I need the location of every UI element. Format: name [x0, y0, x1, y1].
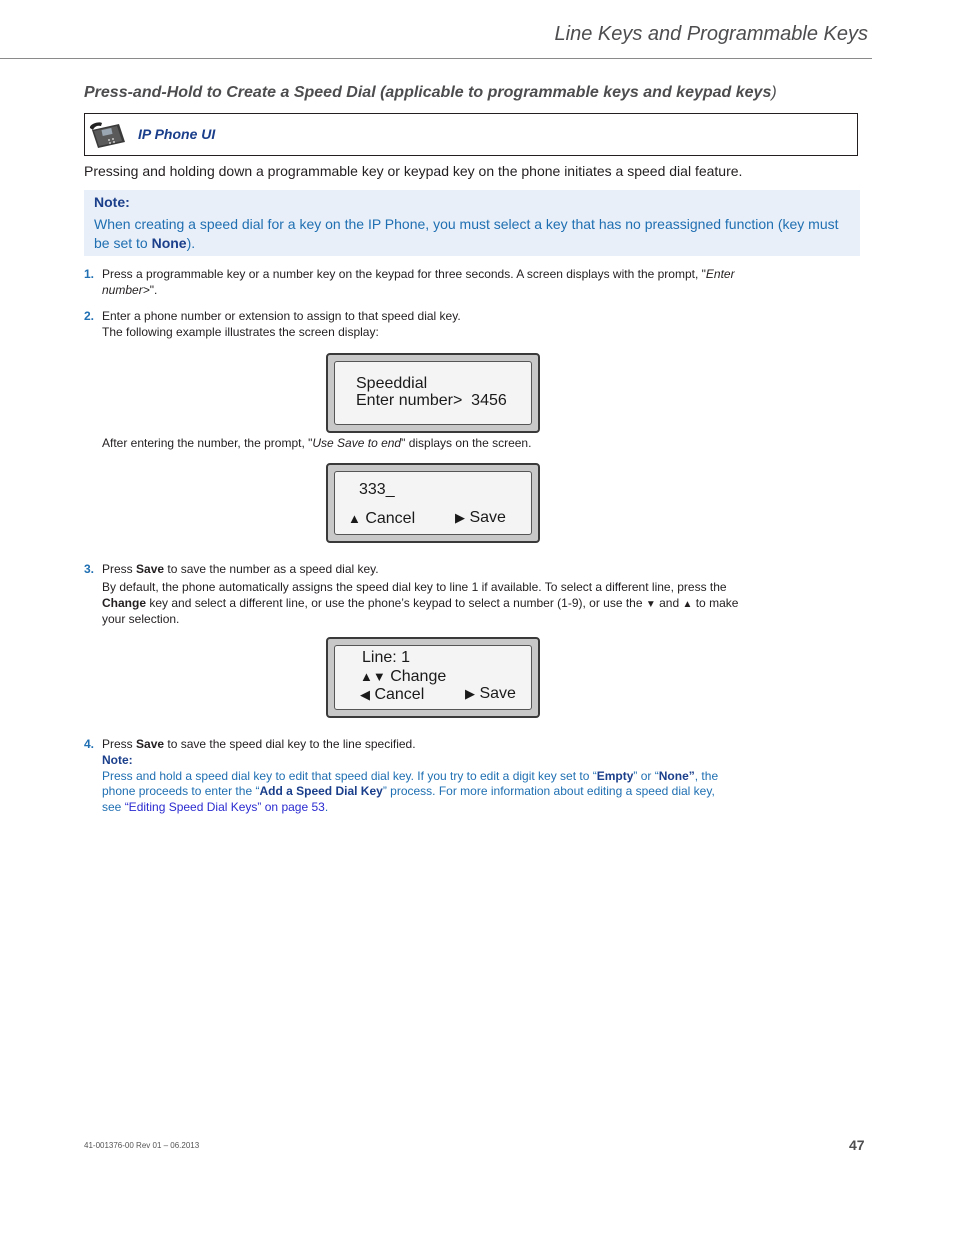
step-2-number: 2. [84, 309, 95, 323]
screen3-change-softkey [360, 668, 446, 686]
right-arrow-icon: ▶ [465, 686, 475, 701]
note2-empty-bold: Empty [596, 768, 634, 783]
step-3-and: and [655, 595, 683, 610]
step-3-para-line2-end: to make [692, 595, 739, 610]
section-title-text: Press-and-Hold to Create a Speed Dial (applicable to programmable keys and keypad keys [84, 84, 772, 101]
step-1-italic-enter: Enter [705, 267, 735, 281]
step-1-line2-end: ". [149, 282, 158, 297]
screen2-cancel-softkey [348, 510, 415, 528]
screen3-cancel-label: Cancel [374, 686, 425, 703]
screen3-line1: Line: 1 [362, 649, 411, 666]
step-1-line1: Press a programmable key or a number key on the keypad for three seconds. A screen displays with the prompt, " [102, 267, 706, 281]
step-3-change-bold: Change [102, 595, 147, 610]
step-2-after-italic: Use Save to end [312, 436, 402, 450]
lcd-display [334, 471, 532, 535]
step-3-para-line1: By default, the phone automatically assigns the speed dial key to line 1 if available. To select a different line, press the [102, 580, 727, 594]
note2-or: ” or “ [633, 768, 659, 783]
up-arrow-icon: ▲ [348, 511, 361, 526]
step-3-number: 3. [84, 562, 95, 576]
step-2-after-end: " displays on the screen. [401, 436, 532, 450]
note-bold-none: None [151, 235, 187, 251]
screen2-cancel-label: Cancel [365, 510, 416, 527]
ip-phone-ui-label: IP Phone UI [138, 126, 216, 142]
note2-line3-end: . [324, 799, 329, 814]
phone-screen-save [326, 463, 540, 543]
step-1-text [102, 267, 735, 298]
step-2-line1: Enter a phone number or extension to assign to that speed dial key. [102, 309, 461, 323]
note-text-body: When creating a speed dial for a key on the IP Phone, you must select a key that has no preassigned function (key must be set to [94, 216, 839, 251]
screen3-cancel-softkey [360, 686, 424, 704]
screen2-save-label: Save [469, 509, 506, 526]
step-1-number: 1. [84, 267, 95, 281]
step-2-after-text [102, 436, 531, 452]
note-text [94, 215, 850, 253]
step-4-line1 [102, 737, 416, 753]
screen1-line1: Speeddial [356, 375, 428, 392]
screen1-prompt: Enter number> [356, 392, 463, 409]
step-3-press: Press [102, 562, 137, 576]
step-3-line1 [102, 562, 379, 578]
step-4-note-title: Note: [102, 753, 133, 767]
note-text-end: ). [186, 235, 196, 251]
note-box [84, 190, 860, 256]
desk-phone-icon [89, 120, 127, 150]
step-4-press: Press [102, 737, 137, 751]
note2-line1-end: , the [694, 768, 719, 783]
screen3-change-label: Change [390, 668, 447, 685]
page-number: 47 [849, 1137, 865, 1153]
step-4-save-bold: Save [136, 737, 165, 751]
step-3-para-line2: key and select a different line, or use the phone’s keypad to select a number (1-9), or use the [146, 595, 646, 610]
lcd-display [334, 645, 532, 710]
screen2-line1: 333_ [359, 481, 395, 498]
note2-see: see [102, 799, 125, 814]
step-1-italic-number: number> [102, 282, 150, 297]
note2-add-speed-dial-bold: Add a Speed Dial Key [259, 784, 383, 798]
step-3-paragraph [102, 580, 738, 628]
section-title-paren: ) [771, 84, 777, 101]
screen2-save-softkey [455, 509, 506, 527]
step-2-text [102, 309, 461, 340]
screen1-line2 [356, 392, 507, 410]
step-2-line2: The following example illustrates the screen display: [102, 324, 379, 339]
section-title [84, 84, 777, 102]
step-3-para-line3: your selection. [102, 612, 180, 626]
note-title: Note: [94, 194, 130, 210]
lcd-display [334, 361, 532, 425]
up-arrow-icon: ▲ [682, 598, 693, 610]
down-arrow-icon: ▼ [645, 598, 656, 610]
step-3-save-bold: Save [136, 562, 165, 576]
header-divider [0, 58, 872, 59]
step-3-line1-end: to save the number as a speed dial key. [164, 562, 379, 576]
step-4-number: 4. [84, 737, 95, 751]
step-4-line1-end: to save the speed dial key to the line specified. [164, 737, 416, 751]
step-2-after-start: After entering the number, the prompt, " [102, 436, 313, 450]
note2-line1: Press and hold a speed dial key to edit that speed dial key. If you try to edit a digit key set to “ [102, 768, 597, 783]
note2-none-bold: None” [658, 768, 695, 783]
ip-phone-ui-box [84, 113, 858, 156]
note2-line2-end: ” process. For more information about editing a speed dial key, [382, 784, 715, 798]
footer-doc-id: 41-001376-00 Rev 01 – 06.2013 [84, 1141, 200, 1150]
note2-line2: phone proceeds to enter the “ [102, 784, 260, 798]
running-header-title: Line Keys and Programmable Keys [554, 23, 868, 45]
up-down-arrows-icon: ▲▼ [360, 669, 386, 684]
editing-speed-dial-keys-link[interactable]: “Editing Speed Dial Keys” on page 53 [124, 799, 325, 814]
screen1-value: 3456 [471, 392, 507, 409]
phone-screen-speeddial [326, 353, 540, 433]
screen3-save-softkey [465, 685, 516, 703]
intro-paragraph: Pressing and holding down a programmable key or keypad key on the phone initiates a speed dial feature. [84, 163, 743, 179]
phone-screen-line [326, 637, 540, 718]
step-4-note [102, 753, 718, 815]
left-arrow-icon: ◀ [360, 687, 370, 702]
screen3-save-label: Save [479, 685, 516, 702]
right-arrow-icon: ▶ [455, 510, 465, 525]
